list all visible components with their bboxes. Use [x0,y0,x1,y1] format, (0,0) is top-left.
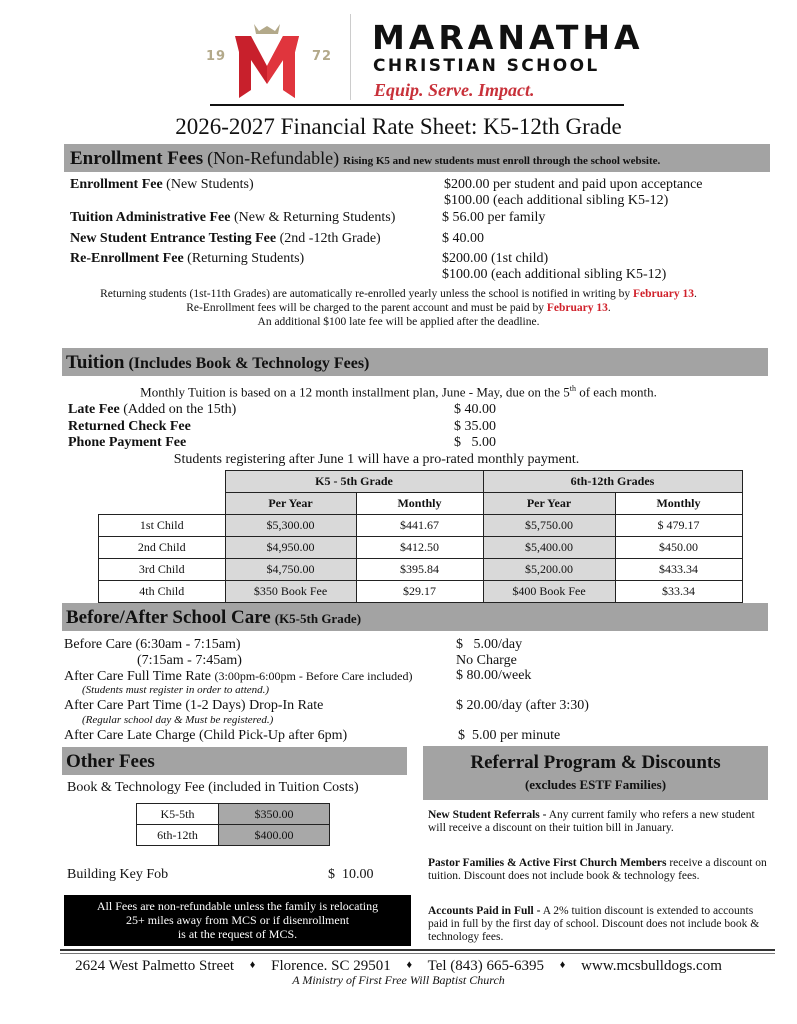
table-cell: $5,750.00 [483,515,615,537]
column-header: Per Year [483,493,615,515]
testing-fee-label [70,231,381,247]
footer-rule [60,953,775,954]
price-cell: $400.00 [219,825,330,846]
referral-heading: Referral Program & Discounts [470,752,721,773]
book-fee-label: Book & Technology Fee (included in Tuition Costs) [67,780,359,795]
note-sup: th [569,384,576,393]
group-header-k5-5: K5 - 5th Grade [225,471,483,493]
school-name: MARANATHA [372,18,644,57]
before-care-late-value: No Charge [456,653,517,668]
column-header: Monthly [356,493,483,515]
referral-item-pastor [428,857,773,883]
table-cell: $29.17 [356,581,483,603]
testing-fee-value: $ 40.00 [442,231,484,246]
before-care-value: $ 5.00/day [456,637,523,652]
late-charge-label: After Care Late Charge (Child Pick-Up after 6pm) [64,728,348,743]
logo-divider [350,14,351,100]
before-care-label: Before Care (6:30am - 7:15am) [64,637,241,652]
returned-check-fee-label: Returned Check Fee [68,419,191,434]
reenrollment-fee-value: $200.00 (1st child) [442,251,549,266]
fee-detail: (3:00pm-6:00pm - Before Care included) [214,669,413,683]
founding-year-right: 72 [312,49,333,64]
footer-address: 2624 West Palmetto Street [75,958,235,974]
school-logo-icon [229,22,305,98]
footer-ministry: A Ministry of First Free Will Baptist Church [292,973,505,987]
diamond-icon: ♦ [406,959,413,971]
table-cell: $5,300.00 [225,515,356,537]
reenrollment-fee-label [70,251,304,267]
header-rule [210,104,624,106]
fee-name: New Student Entrance Testing Fee [70,231,277,246]
price-cell: $350.00 [219,804,330,825]
fee-name: Enrollment Fee [70,177,163,192]
referral-text: receive a discount on tuition. Discount does not include book & technology fees. [428,857,767,882]
table-row [99,581,743,603]
column-header: Monthly [615,493,742,515]
referral-heading-sub: (excludes ESTF Families) [524,777,667,792]
care-heading-sub: (K5-5th Grade) [274,611,362,626]
row-label: 3rd Child [99,559,226,581]
table-cell: $5,200.00 [483,559,615,581]
footer-rule [60,949,775,951]
table-cell: $4,950.00 [225,537,356,559]
table-cell: $395.84 [356,559,483,581]
referral-item-new-student [428,809,773,835]
fee-name: Tuition Administrative Fee [70,210,231,225]
page-title: 2026-2027 Financial Rate Sheet: K5-12th Grade [175,114,622,139]
table-cell: $412.50 [356,537,483,559]
other-fees-heading: Other Fees [66,751,155,772]
note-text: Monthly Tuition is based on a 12 month installment plan, June - May, due on the 5 [140,384,570,400]
table-cell: $4,750.00 [225,559,356,581]
fee-detail: (Added on the 15th) [123,402,237,417]
care-section-header [62,603,768,631]
table-corner [99,493,226,515]
tuition-heading-sub: (Includes Book & Technology Fees) [128,355,370,372]
after-care-part-label: After Care Part Time (1-2 Days) Drop-In Rate [64,698,324,713]
reenrollment-fee-sibling-value: $100.00 (each additional sibling K5-12) [442,267,667,282]
after-care-full-note: (Students must register in order to attend.) [82,684,270,696]
grade-cell: K5-5th [137,804,219,825]
enrollment-heading-sub: (Non-Refundable) [207,148,340,168]
late-fee-value: $ 40.00 [454,402,496,417]
table-cell: $ 479.17 [615,515,742,537]
prorate-note: Students registering after June 1 will have a pro-rated monthly payment. [173,452,580,467]
table-cell: $5,400.00 [483,537,615,559]
table-cell: $350 Book Fee [225,581,356,603]
fee-name: Re-Enrollment Fee [70,251,184,266]
after-care-full-value: $ 80.00/week [456,668,532,683]
admin-fee-value: $ 56.00 per family [442,210,546,225]
enrollment-fee-value: $200.00 per student and paid upon acceptance [444,177,703,192]
notice-line: 25+ miles away from MCS or if disenrollment [125,913,350,927]
table-corner [99,471,226,493]
key-fob-value: $ 10.00 [328,867,374,882]
enrollment-heading: Enrollment Fees [70,148,204,169]
deadline-date: February 13 [633,288,695,300]
fee-detail: (2nd -12th Grade) [279,231,381,246]
founding-year-left: 19 [206,49,227,64]
row-label: 2nd Child [99,537,226,559]
table-cell: $33.34 [615,581,742,603]
fee-name: Late Fee [68,402,120,417]
row-label: 1st Child [99,515,226,537]
notice-line: is at the request of MCS. [177,927,298,941]
key-fob-label: Building Key Fob [67,867,169,882]
diamond-icon: ♦ [249,959,256,971]
late-fee-label [68,402,236,418]
other-fees-section-header [62,747,407,775]
note-text: Re-Enrollment fees will be charged to the parent account and must be paid by [186,302,544,314]
before-care-late-label: (7:15am - 7:45am) [137,653,242,668]
school-subtitle: CHRISTIAN SCHOOL [373,56,600,76]
group-header-6-12: 6th-12th Grades [483,471,742,493]
table-cell: $400 Book Fee [483,581,615,603]
referral-title: Pastor Families & Active First Church Members [428,857,667,869]
phone-payment-fee-value: $ 5.00 [454,435,496,450]
referral-title: New Student Referrals - [428,809,547,821]
after-care-part-note: (Regular school day & Must be registered.) [82,714,274,726]
table-row [99,537,743,559]
late-fee-note: An additional $100 late fee will be applied after the deadline. [257,316,540,328]
phone-payment-fee-label: Phone Payment Fee [68,435,187,450]
footer-phone[interactable]: Tel (843) 665-6395 [427,958,545,974]
table-cell: $450.00 [615,537,742,559]
after-care-part-value: $ 20.00/day (after 3:30) [456,698,589,713]
referral-item-paid-in-full [428,905,773,944]
enrollment-fee-sibling-value: $100.00 (each additional sibling K5-12) [444,193,669,208]
footer-website-link[interactable]: www.mcsbulldogs.com [581,958,722,974]
after-care-full-label [64,668,412,685]
reenrollment-note-2: Re-Enrollment fees will be charged to the parent account and must be paid by February 13. [186,302,611,314]
late-charge-value: $ 5.00 per minute [458,728,561,743]
referral-text: A 2% tuition discount is extended to accounts paid in full by the first day of school. Discount does not include book & technology fees. [428,905,760,943]
referral-section-header [423,746,768,800]
refund-notice [64,895,411,946]
referral-title: Accounts Paid in Full - [428,905,541,917]
tuition-heading: Tuition [66,352,125,373]
column-header: Per Year [225,493,356,515]
fee-detail: (New & Returning Students) [234,210,396,225]
returned-check-fee-value: $ 35.00 [454,419,496,434]
care-heading: Before/After School Care [66,607,271,628]
table-row [137,804,330,825]
table-row [137,825,330,846]
enrollment-heading-note: Rising K5 and new students must enroll through the school website. [343,155,661,167]
deadline-date: February 13 [546,302,608,314]
admin-fee-label [70,210,395,226]
table-cell: $433.34 [615,559,742,581]
note-text: of each month. [575,384,657,400]
enrollment-section-header [64,144,770,172]
fee-detail: (New Students) [166,177,254,192]
tuition-table [98,470,743,603]
fee-detail: (Returning Students) [187,251,305,266]
notice-line: All Fees are non-refundable unless the family is relocating [96,899,379,913]
note-text: Returning students (1st-11th Grades) are automatically re-enrolled yearly unless the school is notified in writing by [100,288,631,300]
diamond-icon: ♦ [559,959,566,971]
table-row [99,559,743,581]
grade-cell: 6th-12th [137,825,219,846]
book-fee-table [136,803,330,846]
enrollment-fee-label [70,177,254,193]
table-cell: $441.67 [356,515,483,537]
installment-plan-note [0,381,797,399]
referral-text: Any current family who refers a new student will receive a discount on their tuition bill in January. [428,809,755,834]
row-label: 4th Child [99,581,226,603]
footer-city: Florence. SC 29501 [271,958,391,974]
reenrollment-note-1: Returning students (1st-11th Grades) are automatically re-enrolled yearly unless the school is notified in writing by February 13. [100,288,697,300]
table-row [99,515,743,537]
fee-name: After Care Full Time Rate [64,669,211,684]
tuition-section-header [62,348,768,376]
school-tagline: Equip. Serve. Impact. [374,80,535,100]
